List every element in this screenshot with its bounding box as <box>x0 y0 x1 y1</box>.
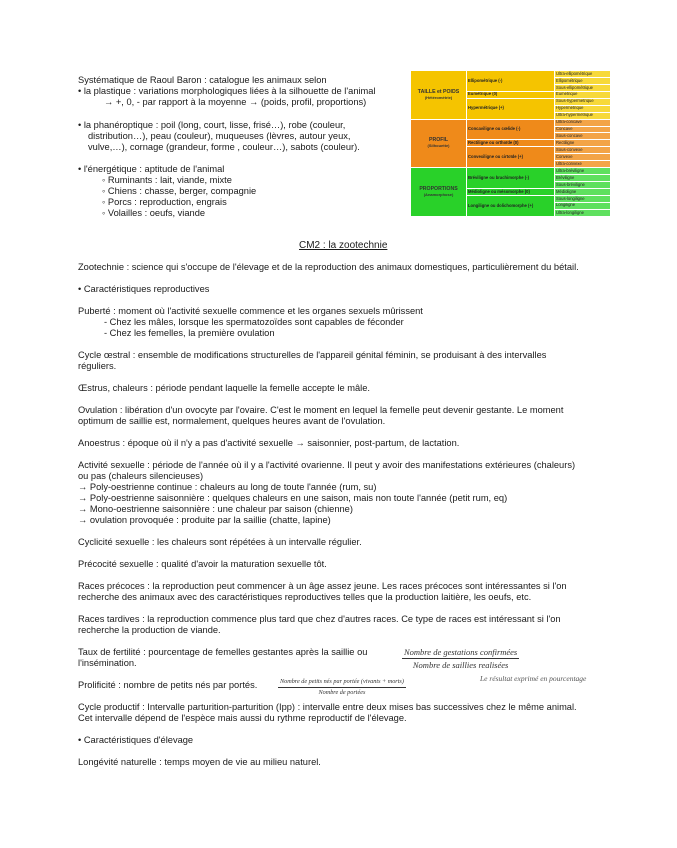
table-subcategory: Bréviligne ou brachimorphe (-) <box>467 168 555 189</box>
table-level: Convexe <box>555 154 611 161</box>
table-level: Sous-convexe <box>555 147 611 154</box>
fertilite-denominator: Nombre de saillies realisées <box>412 660 509 670</box>
table-level: Sous-concave <box>555 133 611 140</box>
table-level: Ultra-concave <box>555 119 611 126</box>
table-level: Sous-bréviligne <box>555 182 611 189</box>
table-level: Rectiligne <box>555 140 611 147</box>
table-level: Sous-hypermétrique <box>555 98 611 105</box>
activite-item: → Poly-oestrienne continue : chaleurs au long de toute l'année (rum, su) <box>78 482 377 492</box>
table-row <box>411 71 611 78</box>
activite-item: → Poly-oestrienne saisonnière : quelques chaleurs en une saison, mais non toute l'année (petit rum, eq) <box>78 493 508 503</box>
phaneroptique-line-2: distribution…), peau (couleur), muqueuses (lèvres, autour yeux, <box>88 131 351 141</box>
table-category <box>411 71 467 120</box>
activite-line-2: ou pas (chaleurs silencieuses) <box>78 471 204 481</box>
table-level: Ellipométrique <box>555 77 611 84</box>
fertilite-line-2: l'insémination. <box>78 658 137 668</box>
table-row <box>411 168 611 175</box>
races-precoces-line-1: Races précoces : la reproduction peut commencer à un âge assez jeune. Les races précoces sont intéressantes si l'on <box>78 581 567 591</box>
category-name: PROFIL <box>428 137 449 144</box>
oestrus-definition: Œstrus, chaleurs : période pendant laquelle la femelle accepte le mâle. <box>78 383 370 393</box>
puberte-item: - Chez les femelles, la première ovulation <box>104 328 275 338</box>
prolificite-denominator: Nombre de portées <box>318 689 366 696</box>
cycle-productif-line-1: Cycle productif : Intervalle parturition-parturition (Ipp) : intervalle entre deux mises bas successives chez le même animal. <box>78 702 577 712</box>
table-level: Ultra-bréviligne <box>555 168 611 175</box>
table-level: Sous-longiligne <box>555 195 611 202</box>
longevite-definition: Longévité naturelle : temps moyen de vie au milieu naturel. <box>78 757 321 767</box>
category-sub: (Silhouette) <box>427 143 450 149</box>
table-subcategory: Ellipométrique (-) <box>467 71 555 92</box>
table-row <box>411 119 611 126</box>
section-title: CM2 : la zootechnie <box>299 240 388 251</box>
table-category <box>411 168 467 217</box>
cycle-oestral-line-1: Cycle œstral : ensemble de modifications structurelles de l'appareil génital féminin, se produisant à des intervalles <box>78 350 547 360</box>
puberte-definition: Puberté : moment où l'activité sexuelle commence et les organes sexuels mûrissent <box>78 306 423 316</box>
cycle-productif-line-2: Cet intervalle dépend de l'espèce mais aussi du rythme reproductif de l'élevage. <box>78 713 407 723</box>
table-level: Concave <box>555 126 611 133</box>
ovulation-line-1: Ovulation : libération d'un ovocyte par l'ovaire. C'est le moment en lequel la femelle peut devenir gestante. Le moment <box>78 405 564 415</box>
table-subcategory: Convexiligne ou cirtoïde (+) <box>467 147 555 168</box>
fertilite-note: Le résultat exprimé en pourcentage <box>480 674 587 683</box>
table-level: Médioligne <box>555 188 611 195</box>
fertilite-numerator: Nombre de gestations confirmées <box>404 647 518 657</box>
ovulation-line-2: optimum de saillie est, normalement, quelques heures avant de l'ovulation. <box>78 416 386 426</box>
table-level: Ultra-convexe <box>555 161 611 168</box>
elevage-heading: • Caractéristiques d'élevage <box>78 735 194 745</box>
table-subcategory: Médioligne ou mésomorphe (0) <box>467 188 555 195</box>
prolificite-numerator: Nombre de petits nés par portée (vivants + morts) <box>278 678 406 688</box>
puberte-item: - Chez les mâles, lorsque les spermatozoïdes sont capables de féconder <box>104 317 404 327</box>
energetique-text: • l'énergétique : aptitude de l'animal <box>78 164 225 174</box>
cycle-oestral-line-2: réguliers. <box>78 361 117 371</box>
category-name: PROPORTIONS <box>419 186 458 193</box>
table-level: Longiligne <box>555 202 611 209</box>
precocite-definition: Précocité sexuelle : qualité d'avoir la maturation sexuelle tôt. <box>78 559 327 569</box>
table-level: Hypermétrique <box>555 105 611 112</box>
anoestrus-definition: Anoestrus : époque où il n'y a pas d'activité sexuelle → saisonnier, post-partum, de lactation. <box>78 438 460 448</box>
table-level: Sous-ellipométrique <box>555 84 611 91</box>
table-level: Eumétrique <box>555 91 611 98</box>
category-sub: (Hétérométrie) <box>424 94 453 100</box>
reproductive-heading: • Caractéristiques reproductives <box>78 284 210 294</box>
races-precoces-line-2: recherche des animaux avec des caractéristiques reproductives telles que la production laitière, les oeufs, etc. <box>78 592 532 602</box>
energetique-item: ◦ Chiens : chasse, berger, compagnie <box>102 186 257 196</box>
prolificite-formula <box>278 678 406 697</box>
energetique-item: ◦ Volailles : oeufs, viande <box>102 208 206 218</box>
cyclicite-definition: Cyclicité sexuelle : les chaleurs sont répétées à un intervalle régulier. <box>78 537 362 547</box>
table-category <box>411 119 467 168</box>
zootechnie-definition: Zootechnie : science qui s'occupe de l'élevage et de la reproduction des animaux domestiques, particulièrement du bétail. <box>78 262 579 272</box>
energetique-item: ◦ Ruminants : lait, viande, mixte <box>102 175 232 185</box>
table-level: Ultra-ellipométrique <box>555 71 611 78</box>
table-subcategory: Eumétrique (0) <box>467 91 555 98</box>
activite-line-1: Activité sexuelle : période de l'année où il y a l'activité ovarienne. Il peut y avoir des manifestations extérieures (chaleurs) <box>78 460 576 470</box>
category-sub: (Anamorphose) <box>423 192 454 198</box>
activite-item: → Mono-oestrienne saisonnière : une chaleur par saison (chienne) <box>78 504 353 514</box>
intro-heading: Systématique de Raoul Baron : catalogue les animaux selon <box>78 75 327 85</box>
fertilite-formula <box>402 647 519 670</box>
races-tardives-line-2: recherche la production de viande. <box>78 625 221 635</box>
plastique-text: • la plastique : variations morphologiques liées à la silhouette de l'animal <box>78 86 376 96</box>
prolificite-definition: Prolificité : nombre de petits nés par portés. <box>78 680 258 690</box>
table-subcategory: Hypermétrique (+) <box>467 98 555 119</box>
table-subcategory: Rectiligne ou orthoïde (0) <box>467 140 555 147</box>
fertilite-line-1: Taux de fertilité : pourcentage de femelles gestantes après la saillie ou <box>78 647 368 657</box>
table-subcategory: Longiligne ou dolichomorphe (+) <box>467 195 555 216</box>
activite-item: → ovulation provoquée : produite par la saillie (chatte, lapine) <box>78 515 331 525</box>
table-level: Bréviligne <box>555 175 611 182</box>
phaneroptique-line-3: vulve,…), cornage (grandeur, forme , couleur…), sabots (couleur). <box>88 142 360 152</box>
phaneroptique-line-1: • la phanéroptique : poil (long, court, lisse, frisé…), robe (couleur, <box>78 120 346 130</box>
category-name: TAILLE et POIDS <box>417 88 460 95</box>
table-subcategory: Concaviligne ou cœlide (-) <box>467 119 555 140</box>
plastique-detail: → +, 0, - par rapport à la moyenne → (poids, profil, proportions) <box>104 97 367 107</box>
table-level: Ultra-hypermétrique <box>555 112 611 119</box>
baron-classification-table <box>410 70 611 217</box>
energetique-item: ◦ Porcs : reproduction, engrais <box>102 197 227 207</box>
table-level: Ultra-longiligne <box>555 209 611 216</box>
races-tardives-line-1: Races tardives : la reproduction commence plus tard que chez d'autres races. Ce type de races est intéressant si l'on <box>78 614 561 624</box>
